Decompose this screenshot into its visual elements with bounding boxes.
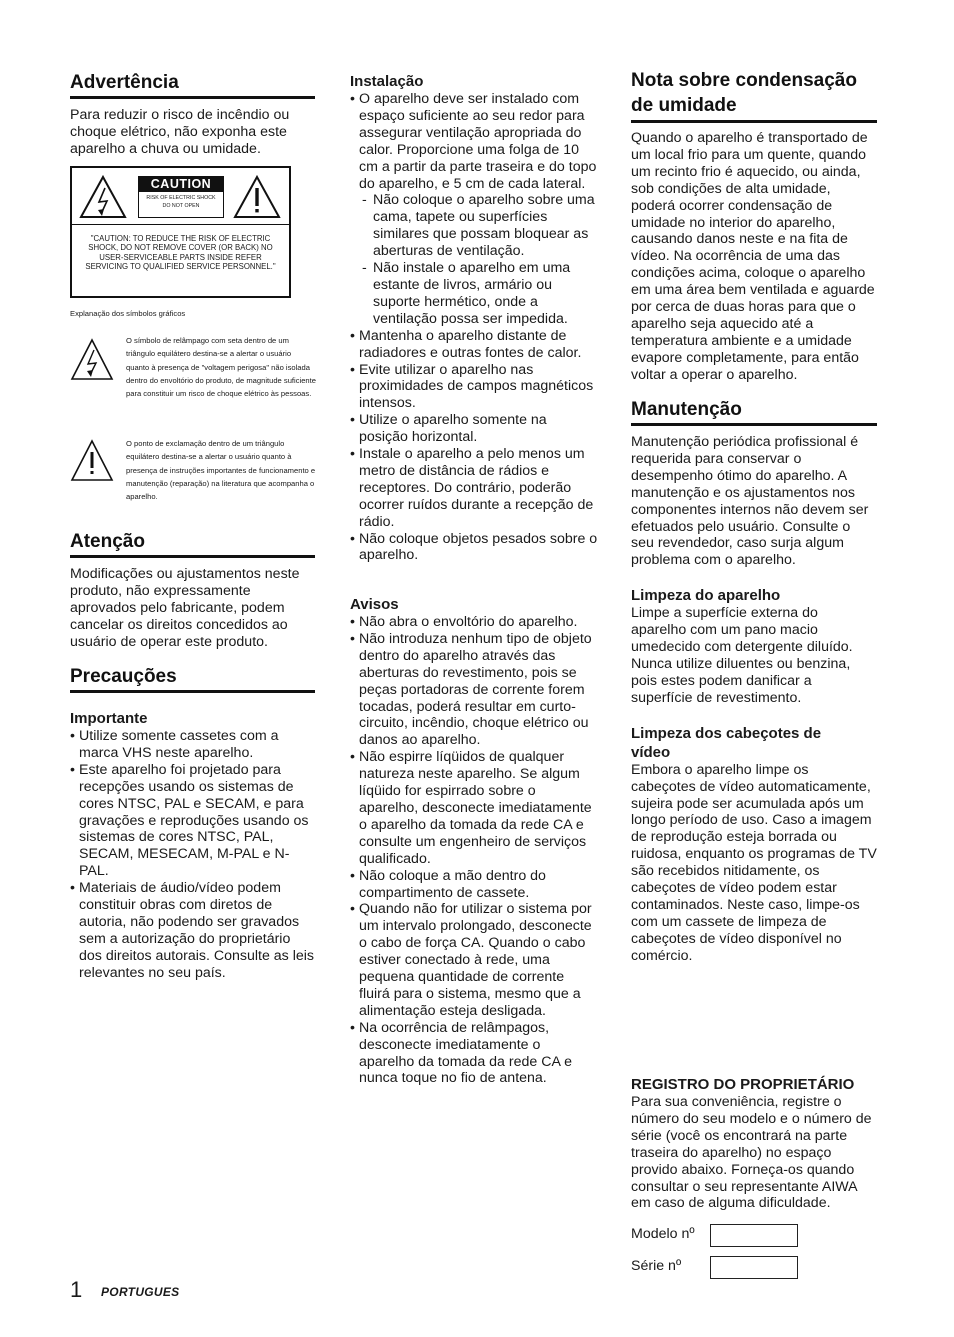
list-item: • Utilize o aparelho somente na posição horizontal. [350,412,598,446]
list-item: • Quando não for utilizar o sistema por um intervalo prolongado, desconecte o cabo de força CA. Quando o cabo estiver conectado à rede, uma pequena quantidade de corrente fluirá para o sistema, mesmo que a alimentação esteja desligada. [350,901,598,1019]
cabecotes-text: Embora o aparelho limpe os cabeçotes de vídeo automaticamente, sujeira pode ser acumulada após um longo período de uso. Caso a imagem de reprodução esteja borrada ou ruidosa, enquanto os programas de TV são recebidos nitidamente, os cabeçotes de vídeo podem estar contaminados. Neste caso, limpe-os com um cassete de limpeza de cabeçotes de vídeo disponível no comércio. [631,761,877,964]
list-item: • Não coloque objetos pesados sobre o aparelho. [350,531,598,565]
serie-label: Série nº [631,1258,682,1274]
caution-sub-line-1: RISK OF ELECTRIC SHOCK [146,195,216,201]
instalacao-heading: Instalação [350,73,424,90]
list-item: • Materiais de áudio/vídeo podem constituir obras com diretos de autoria, não podendo ser gravados sem a autorização do proprietário dos direitos autorais. Consulte as leis relevantes no seu país. [70,880,315,981]
atencao-text: Modificações ou ajustamentos neste produto, não expressamente aprovados pelo fabricante, podem cancelar os direitos concedidos ao usuário de operar este produto. [70,566,300,650]
exclamation-triangle-icon [70,439,114,483]
registro-heading: REGISTRO DO PROPRIETÁRIO [631,1076,855,1093]
exclamation-triangle-icon [232,174,282,220]
page-footer [70,1277,270,1307]
instalacao-sublist [350,192,598,327]
advertencia-text: Para reduzir o risco de incêndio ou choque elétrico, não exponha este aparelho a chuva ou umidade. [70,107,290,157]
lightning-triangle-icon [70,338,114,382]
list-item: • Mantenha o aparelho distante de radiadores e outras fontes de calor. [350,328,598,362]
list-item: • Instale o aparelho a pelo menos um metro de distância de rádios e receptores. Do contrário, poderão ocorrer ruídos durante a recepção de rádio. [350,446,598,531]
lightning-symbol-text: O símbolo de relâmpago com seta dentro de um triângulo equilátero destina-se a alertar o usuário quanto à presença de "voltagem perigosa" não isolada dentro do envoltório do produto, de magnitude suficiente para constituir um risco de choque elétrico às pessoas. [126,336,316,399]
instalacao-list [350,91,598,192]
list-item: • Na ocorrência de relâmpagos, desconecte imediatamente o aparelho da tomada da rede CA e nunca toque no fio de antena. [350,1020,598,1088]
list-item: • Utilize somente cassetes com a marca VHS neste aparelho. [70,728,315,762]
caution-label-box [70,166,291,298]
avisos-list [350,614,598,1087]
condensacao-text: Quando o aparelho é transportado de um local frio para um quente, quando um recinto frio é aquecido, ou ainda, sob condições de alta umidade, poderá ocorrer condensação de umidade no interior do aparelho, causando danos neste e na fita de vídeo. Na ocorrência de uma das condições acima, coloque o aparelho em uma área bem ventilada e aguarde por cerca de duas horas para que o aparelho seja aquecido até a temperatura ambiente e a umidade evapore completamente, para então voltar a operar o aparelho. [631,130,875,383]
manutencao-heading: Manutenção [631,399,877,426]
list-item: • O aparelho deve ser instalado com espaço suficiente ao seu redor para assegurar ventilação apropriada do calor. Proporcione uma folga de 10 cm a partir da parte traseira e do topo do aparelho, e 5 cm de cada lateral. [350,91,598,192]
instalacao-list-more [350,328,598,565]
manutencao-text: Manutenção periódica profissional é requerida para conservar o desempenho ótimo do aparelho. A manutenção e os ajustamentos nos componentes internos não devem ser efetuados pelo usuário. Consulte o seu revendedor, caso surja algum problema com o aparelho. [631,434,869,569]
avisos-heading: Avisos [350,596,399,613]
atencao-heading: Atenção [70,531,315,558]
importante-heading: Importante [70,710,148,727]
exclamation-symbol-text: O ponto de exclamação dentro de um triângulo equilátero destina-se a alertar o usuário quanto à presença de instruções importantes de funcionamento e manutenção (reparação) na literatura que acompanha o aparelho. [126,439,316,502]
precaucoes-heading: Precauções [70,666,315,693]
registro-text: Para sua conveniência, registre o número do seu modelo e o número de série (você os encontrará na parte traseira do aparelho) no espaço provido abaixo. Forneça-os quando consultar o seu representante AIWA em caso de alguma dificuldade. [631,1094,872,1212]
condensacao-heading: Nota sobre condensação de umidade [631,68,877,123]
list-item: - Não coloque o aparelho sobre uma cama, tapete ou superfícies similares que possam bloquear as aberturas de ventilação. [362,192,598,260]
list-item: • Não introduza nenhum tipo de objeto dentro do aparelho através das aberturas do revestimento, pois se peças portadoras de corrente forem tocadas, poderá resultar em curto-circuito, incêndio, choque elétrico ou danos ao aparelho. [350,631,598,749]
caution-subtext [139,194,223,210]
modelo-label: Modelo nº [631,1226,695,1242]
importante-list [70,728,315,982]
list-item: - Não instale o aparelho em uma estante de livros, armário ou suporte hermético, onde a ventilação possa ser impedida. [362,260,598,328]
caution-title: CAUTION [139,177,223,192]
list-item: • Não coloque a mão dentro do compartimento de cassete. [350,868,598,902]
limpeza-heading: Limpeza do aparelho [631,587,781,605]
footer-language: PORTUGUES [101,1285,180,1299]
symbols-caption: Explanação dos símbolos gráficos [70,309,186,318]
list-item: • Este aparelho foi projetado para recepções usando os sistemas de cores NTSC, PAL e SECAM, e para gravações e reproduções usando os sistemas de cores NTSC, PAL, SECAM, MESECAM, M-PAL e N-PAL. [70,762,315,880]
cabecotes-heading: Limpeza dos cabeçotes de vídeo [631,724,822,761]
advertencia-heading: Advertência [70,72,315,99]
serie-field[interactable] [710,1256,798,1279]
lightning-triangle-icon [78,174,128,220]
page-number: 1 [70,1277,83,1302]
limpeza-text: Limpe a superfície externa do aparelho com um pano macio umedecido com detergente diluído. Nunca utilize diluentes ou benzina, pois estes podem danificar a superfície de revestimento. [631,605,853,706]
caution-sub-line-2: DO NOT OPEN [162,203,200,209]
caution-text: "CAUTION: TO REDUCE THE RISK OF ELECTRIC SHOCK, DO NOT REMOVE COVER (OR BACK) NO USER-SERVICEABLE PARTS INSIDE REFER SERVICING TO QUALIFIED SERVICE PERSONNEL." [85,234,276,272]
list-item: • Evite utilizar o aparelho nas proximidades de campos magnéticos intensos. [350,362,598,413]
list-item: • Não abra o envoltório do aparelho. [350,614,598,631]
modelo-field[interactable] [710,1224,798,1247]
caution-header-row [72,168,289,225]
list-item: • Não espirre líqüidos de qualquer natureza neste aparelho. Se algum líqüido for espirrado sobre o aparelho, desconecte imediatamente o aparelho da tomada da rede CA e consulte um engenheiro de serviços qualificado. [350,749,598,867]
caution-badge [138,176,224,218]
